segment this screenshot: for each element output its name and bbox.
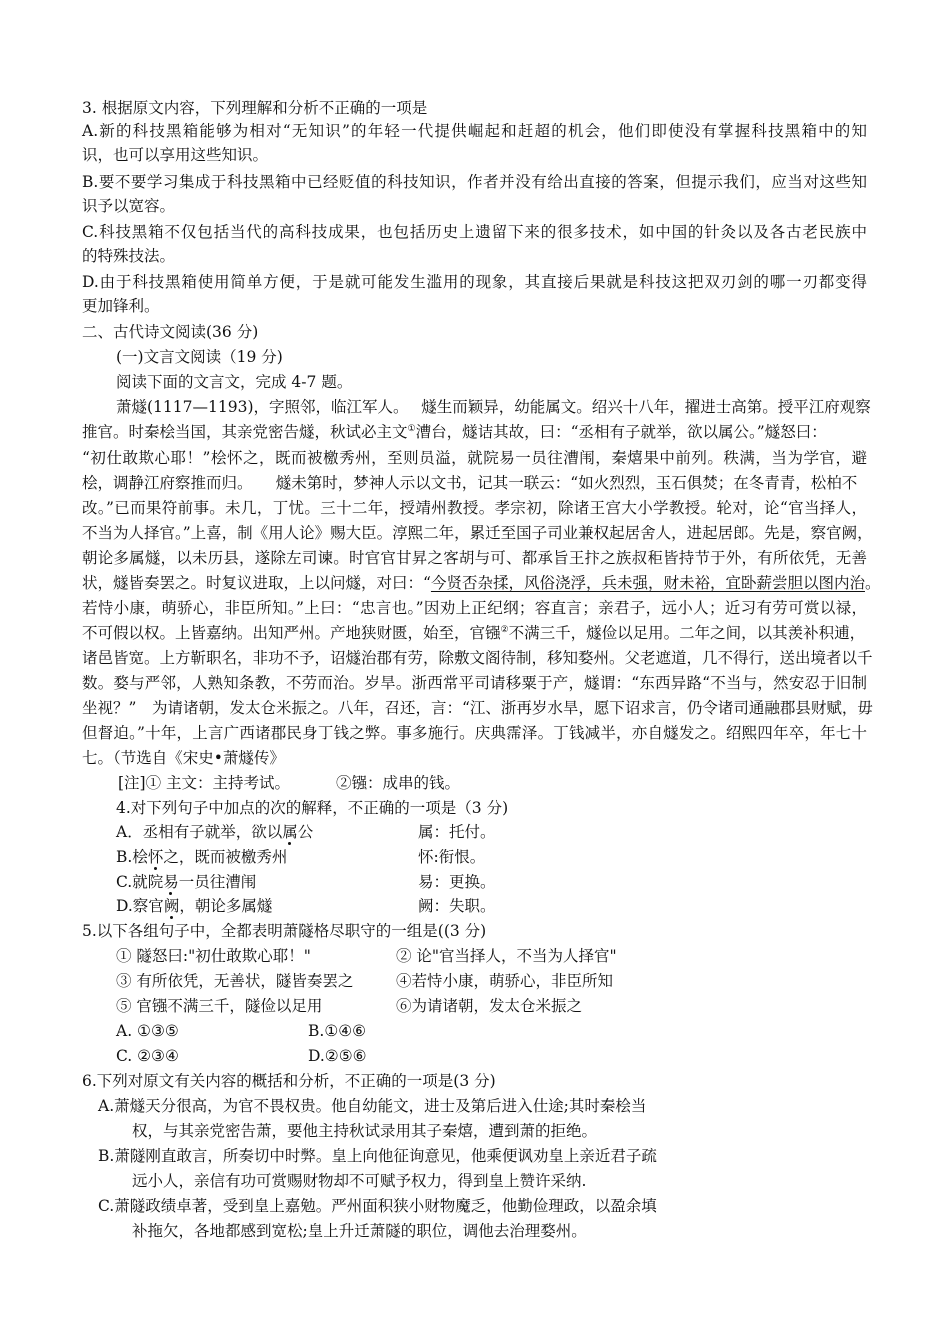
underlined-sentence: 今贤否杂揉，风俗浇浮，兵未强，财未裕，宜卧薪尝胆以图内治: [430, 574, 865, 592]
q6-option-b-line2: 远小人，亲信有功可赏赐财物却不可赋予权力，得到皇上赞许采纳.: [132, 1172, 587, 1190]
passage-line-13: 坐视？” 为请诸朝，发太仓米振之。八年，召还，言：“江、浙再岁水旱，愿下诏求言，仍令诸司通融郡县财赋，毋: [82, 699, 873, 717]
q4-gloss-a: 属：托付。: [418, 823, 496, 841]
note-2: ②镪：成串的钱。: [336, 774, 461, 792]
q5-sentence-2: ② 论"官当择人，不当为人择官": [396, 947, 617, 965]
section-heading: 二、古代诗文阅读(36 分): [82, 323, 259, 341]
q4-item-c: C.就院易一员往漕闱: [116, 873, 257, 891]
passage-line-2: 推官。时秦桧当国，其亲党密告燧，秋试必主文①漕台，燧诘其故，曰：“丞相有子就举，欲以属公。”燧怒曰：: [82, 423, 827, 441]
q5-sentence-4: ④若恃小康，萌骄心，非臣所知: [396, 972, 614, 990]
q4-stem: 4.对下列句子中加点的次的解释，不正确的一项是（3 分): [116, 799, 509, 817]
q5-choice-b: B.①④⑥: [308, 1022, 367, 1040]
q3-option-b-line2: 识予以宽容。: [82, 197, 176, 215]
passage-line-4: 桧，调静江府察推而归。 燧未第时，梦神人示以文书，记其一联云：“如火烈烈，玉石俱焚；在冬青青，松柏不: [82, 474, 858, 492]
passage-line-12: 数。婺与严邻，人熟知条教，不劳而治。岁旱。浙西常平司请移粟于产，燧谓：“东西异路“不当与，然安忍于旧制: [82, 674, 867, 692]
note-1: [注]① 主文：主持考试。: [118, 774, 291, 792]
dotted-character: 阙: [163, 897, 180, 915]
q4-gloss-d: 阙：失职。: [418, 897, 496, 915]
footnote-ref-2: ②: [500, 624, 509, 635]
passage-line-14: 但督迫。”十年，上言广西诸郡民身丁钱之弊。事多施行。庆典霈泽。丁钱减半，亦自燧发之。绍熙四年卒，年七十: [82, 724, 867, 742]
q3-stem: 3. 根据原文内容，下列理解和分析不正确的一项是: [82, 99, 428, 117]
q6-option-c-line1: C.萧隧政绩卓著，受到皇上嘉勉。严州面积狭小财物魔乏，他勤俭理政，以盈余填: [98, 1197, 657, 1215]
passage-line-10: 不可假以权。上皆嘉纳。出知严州。产地狭财匮，始至，官镪②不满三千，燧俭以足用。二年之间，以其羡补积逋，: [82, 624, 866, 642]
q5-sentence-5: ⑤ 官镪不满三千，隧俭以足用: [116, 997, 323, 1015]
q3-option-b-line1: B.要不要学习集成于科技黑箱中已经贬值的科技知识，作者并没有给出直接的答案，但提示我们，应当对这些知: [82, 173, 867, 191]
passage-line-1: 萧燧(1117—1193)，字照邻，临江军人。 燧生而颖异，幼能属文。绍兴十八年，擢进士高第。授平江府观察: [116, 398, 871, 416]
passage-line-6: 不当为人择官。”上喜，制《用人论》赐大臣。淳熙二年，累迁至国子司业兼权起居舍人，进起居郎。先是，察官阙，: [82, 524, 873, 542]
q5-choice-a: A. ①③⑤: [116, 1022, 179, 1040]
q4-item-d: D.察官阙，朝论多属燧: [116, 897, 273, 915]
passage-line-9: 若恃小康，萌骄心，非臣所知。”上曰：“忠言也。”因劝上正纪纲；容直言；亲君子，远小人；近习有劳可赏以禄，: [82, 599, 867, 617]
q5-choice-d: D.②⑤⑥: [308, 1047, 367, 1065]
q6-option-a-line2: 权，与其亲党密告萧，要他主持秋试录用其子秦熺，遭到萧的拒绝。: [132, 1122, 598, 1140]
passage-line-15: 七。（节选自《宋史•萧燧传》: [82, 749, 285, 767]
dotted-character: 怀: [147, 848, 164, 866]
q3-option-d-line2: 更加锋利。: [82, 297, 160, 315]
q3-option-d-line1: D.由于科技黑箱使用简单方便，于是就可能发生滥用的现象，其直接后果就是科技这把双刃剑的哪一刃都变得: [82, 273, 867, 291]
passage-line-5: 改。”已而果符前事。未几，丁忧。三十二年，授靖州教授。孝宗初，除诸王宫大小学教授。轮对，论“官当择人，: [82, 499, 867, 517]
q5-sentence-6: ⑥为请诸朝，发太仓米振之: [396, 997, 583, 1015]
q6-option-b-line1: B.萧隧刚直敢言，所奏切中时弊。皇上向他征询意见，他乘便讽劝皇上亲近君子疏: [98, 1147, 657, 1165]
passage-line-7: 朝论多属燧，以未历县，遂除左司谏。时官官甘昇之客胡与可、都承旨王抃之族叔秬皆持节于外，有所依凭，无善: [82, 549, 867, 567]
q3-option-a-line2: 识，也可以享用这些知识。: [82, 146, 269, 164]
q6-stem: 6.下列对原文有关内容的概括和分析，不正确的一项是(3 分): [82, 1072, 496, 1090]
q6-option-c-line2: 补拖欠，各地都感到宽松;皇上升迁萧隧的职位，调他去治理婺州。: [132, 1222, 587, 1240]
q3-option-c-line1: C.科技黑箱不仅包括当代的高科技成果，也包括历史上遗留下来的很多技术，如中国的针灸以及各古老民族中: [82, 223, 867, 241]
subsection-heading: (一)文言文阅读（19 分): [116, 348, 283, 366]
passage-line-3: “初仕敢欺心耶！”桧怀之，既而被檄秀州，至则员溢，就院易一员往漕闱，秦熺果中前列。秩满，当为学官，避: [82, 449, 867, 467]
q3-option-c-line2: 的特殊技法。: [82, 247, 176, 265]
passage-line-8: 状，燧皆奏罢之。时复议进取，上以问燧，对曰：“今贤否杂揉，风俗浇浮，兵未强，财未裕，宜卧薪尝胆以图内治。: [82, 574, 881, 592]
footnote-ref-1: ①: [407, 423, 416, 434]
reading-instruction: 阅读下面的文言文，完成 4-7 题。: [116, 373, 353, 391]
q5-sentence-1: ① 隧怒曰:"初仕敢欺心耶！": [116, 947, 311, 965]
q4-item-a: A．丞相有子就举，欲以属公: [116, 823, 314, 841]
dotted-character: 属: [282, 823, 298, 841]
q5-choice-c: C. ②③④: [116, 1047, 179, 1065]
q6-option-a-line1: A.萧燧天分很高，为官不畏权贵。他自幼能文，进士及第后进入仕途;其时秦桧当: [98, 1097, 647, 1115]
q4-gloss-c: 易：更换。: [418, 873, 496, 891]
q4-item-b: B.桧怀之，既而被檄秀州: [116, 848, 288, 866]
q3-option-a-line1: A.新的科技黑箱能够为相对“无知识”的年轻一代提供崛起和赶超的机会，他们即使没有掌握科技黑箱中的知: [82, 122, 867, 140]
q5-stem: 5.以下各组句子中，全都表明萧隧格尽职守的一组是((3 分): [82, 922, 487, 940]
q4-gloss-b: 怀:衔恨。: [418, 848, 486, 866]
q5-sentence-3: ③ 有所依凭，无善状，隧皆奏罢之: [116, 972, 354, 990]
passage-line-11: 诸邑皆宽。上方靳职名，非功不予，诏燧治郡有劳，除敷文阁待制，移知婺州。父老遮道，几不得行，送出境者以千: [82, 649, 873, 667]
dotted-character: 易: [163, 873, 179, 891]
